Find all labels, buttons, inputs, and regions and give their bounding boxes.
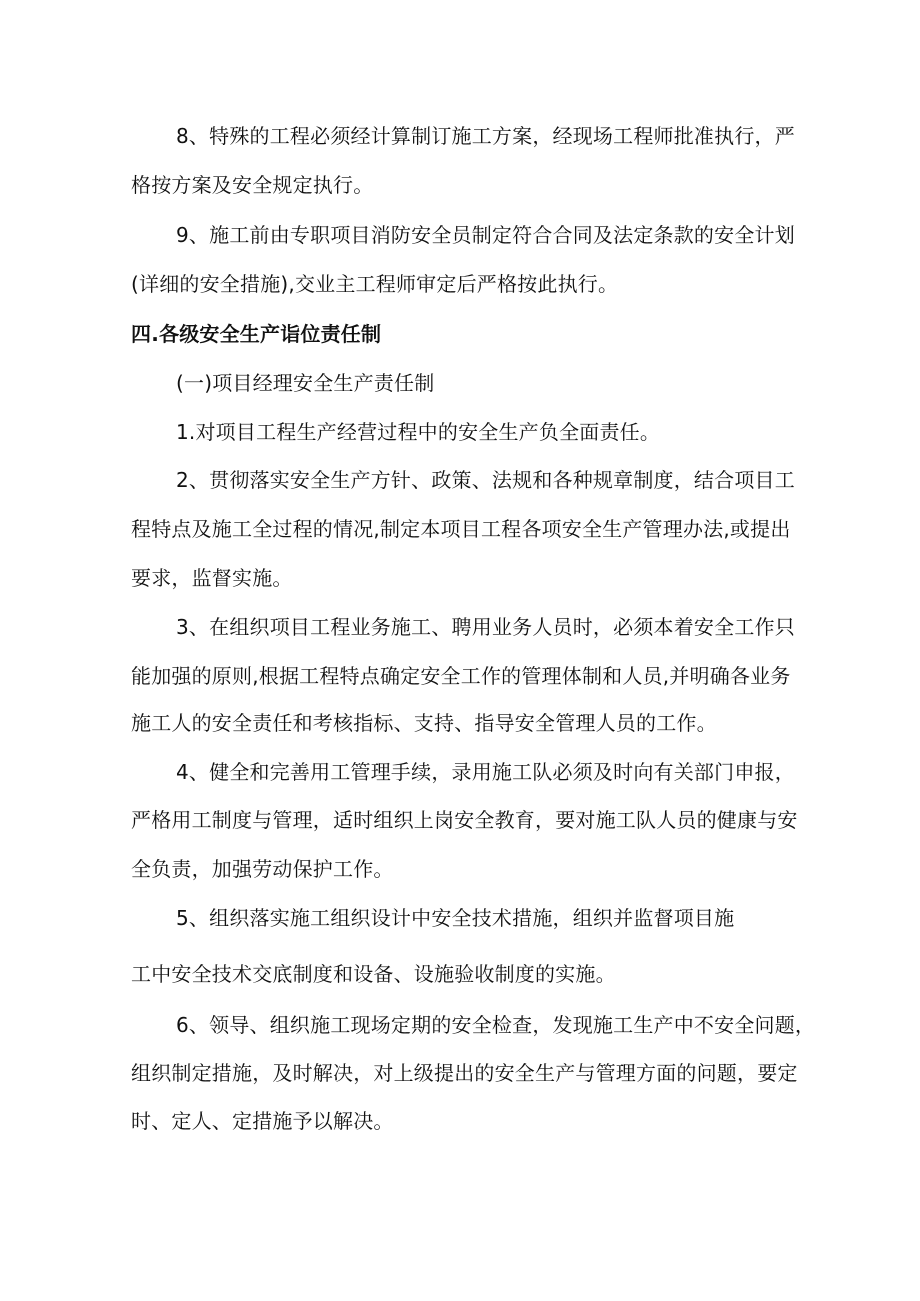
paragraph-5-line1: 5、组织落实施工组织设计中安全技术措施，组织并监督项目施 xyxy=(176,906,735,930)
paragraph-6-line3: 时、定人、定措施予以解决。 xyxy=(131,1109,394,1133)
subsection-heading: (一)项目经理安全生产责任制 xyxy=(176,371,435,395)
paragraph-3-line3: 施工人的安全责任和考核指标、支持、指导安全管理人员的工作。 xyxy=(131,711,717,735)
paragraph-6-line2: 组织制定措施，及时解决，对上级提出的安全生产与管理方面的问题，要定 xyxy=(131,1061,798,1085)
paragraph-5-line2: 工中安全技术交底制度和设备、设施验收制度的实施。 xyxy=(131,962,616,986)
paragraph-1: 1.对项目工程生产经营过程中的安全生产负全面责任。 xyxy=(176,420,661,444)
paragraph-2-line2: 程特点及施工全过程的情况,制定本项目工程各项安全生产管理办法,或提出 xyxy=(131,517,791,541)
item9-line1: 9、施工前由专职项目消防安全员制定符合合同及法定条款的安全计划 xyxy=(176,223,795,247)
paragraph-2-line3: 要求，监督实施。 xyxy=(131,566,293,590)
paragraph-4-line1: 4、健全和完善用工管理手续，录用施工队必须及时向有关部门申报， xyxy=(176,760,795,784)
item9-line2: (详细的安全措施),交业主工程师审定后严格按此执行。 xyxy=(131,272,619,296)
paragraph-4-line3: 全负责，加强劳动保护工作。 xyxy=(131,857,394,881)
paragraph-3-line2: 能加强的原则,根据工程特点确定安全工作的管理体制和人员,并明确各业务 xyxy=(131,664,791,688)
paragraph-3-line1: 3、在组织项目工程业务施工、聘用业务人员时，必须本着安全工作只 xyxy=(176,615,795,639)
item8-line2: 格按方案及安全规定执行。 xyxy=(131,173,374,197)
section-heading: 四.各级安全生产诣位责任制 xyxy=(131,322,382,346)
paragraph-6-line1: 6、领导、组织施工现场定期的安全检查，发现施工生产中不安全问题， xyxy=(176,1013,816,1037)
item8-line1: 8、特殊的工程必须经计算制订施工方案，经现场工程师批准执行，严 xyxy=(176,124,795,148)
paragraph-2-line1: 2、贯彻落实安全生产方针、政策、法规和各种规章制度，结合项目工 xyxy=(176,468,795,492)
paragraph-4-line2: 严格用工制度与管理，适时组织上岗安全教育，要对施工队人员的健康与安 xyxy=(131,808,798,832)
